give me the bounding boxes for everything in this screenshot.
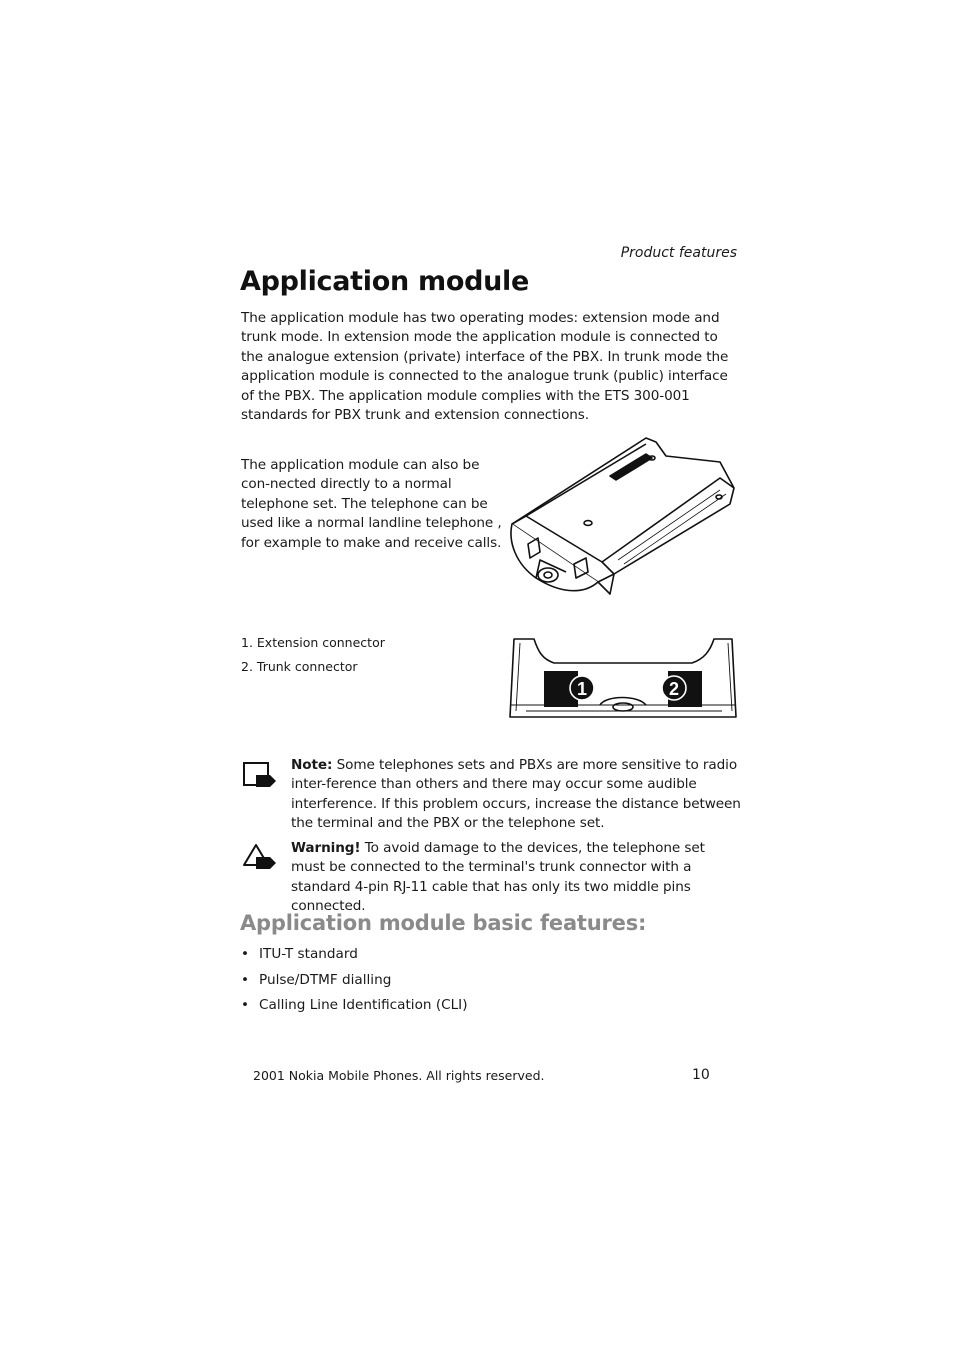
running-header: Product features bbox=[620, 245, 737, 261]
caption-extension-connector: 1. Extension connector bbox=[241, 635, 385, 650]
bullet-icon: • bbox=[241, 997, 250, 1013]
bullet-icon: • bbox=[241, 946, 250, 962]
list-item bbox=[241, 997, 468, 1023]
application-module-illustration bbox=[506, 432, 742, 600]
intro-paragraph: The application module has two operating modes: extension mode and trunk mode. In extension mode the application module is connected to the analogue extension (private) interface of the PBX. In trunk mode the application module is connected to the analogue trunk (public) interface of the PBX. The application module complies with the ETS 300-001 standards for PBX trunk and extension connections. bbox=[241, 310, 729, 424]
connector-view-illustration bbox=[506, 633, 742, 725]
connector-2-label: 2 bbox=[668, 679, 680, 699]
caption-trunk-connector: 2. Trunk connector bbox=[241, 659, 358, 674]
warning-block bbox=[291, 839, 741, 917]
direct-connection-paragraph: The application module can also be con-nected directly to a normal telephone set. The telephone can be used like a normal landline telephone , for example to make and receive calls. bbox=[241, 457, 502, 551]
feature-text: Calling Line Identification (CLI) bbox=[259, 997, 468, 1013]
features-list bbox=[241, 946, 468, 1023]
feature-text: ITU-T standard bbox=[259, 946, 358, 962]
list-item bbox=[241, 972, 468, 998]
page-title: Application module bbox=[240, 266, 530, 297]
footer-copyright: 2001 Nokia Mobile Phones. All rights reserved. bbox=[253, 1068, 545, 1083]
warning-label: Warning! bbox=[291, 840, 361, 856]
connector-1-label: 1 bbox=[576, 679, 588, 699]
feature-text: Pulse/DTMF dialling bbox=[259, 971, 392, 988]
note-block bbox=[291, 756, 741, 834]
note-text: Some telephones sets and PBXs are more sensitive to radio inter-ference than others and there may occur some audible interference. If this problem occurs, increase the distance between the terminal and the PBX or the telephone set. bbox=[291, 757, 741, 832]
note-label: Note: bbox=[291, 757, 333, 773]
warning-text: To avoid damage to the devices, the telephone set must be connected to the terminal's trunk connector with a standard 4-pin RJ-11 cable that has only its two middle pins connected. bbox=[291, 840, 705, 915]
note-icon bbox=[242, 761, 278, 787]
warning-icon bbox=[242, 843, 278, 869]
bullet-icon: • bbox=[241, 971, 250, 988]
page-number: 10 bbox=[692, 1067, 710, 1083]
features-heading: Application module basic features: bbox=[240, 911, 647, 935]
list-item bbox=[241, 946, 468, 972]
